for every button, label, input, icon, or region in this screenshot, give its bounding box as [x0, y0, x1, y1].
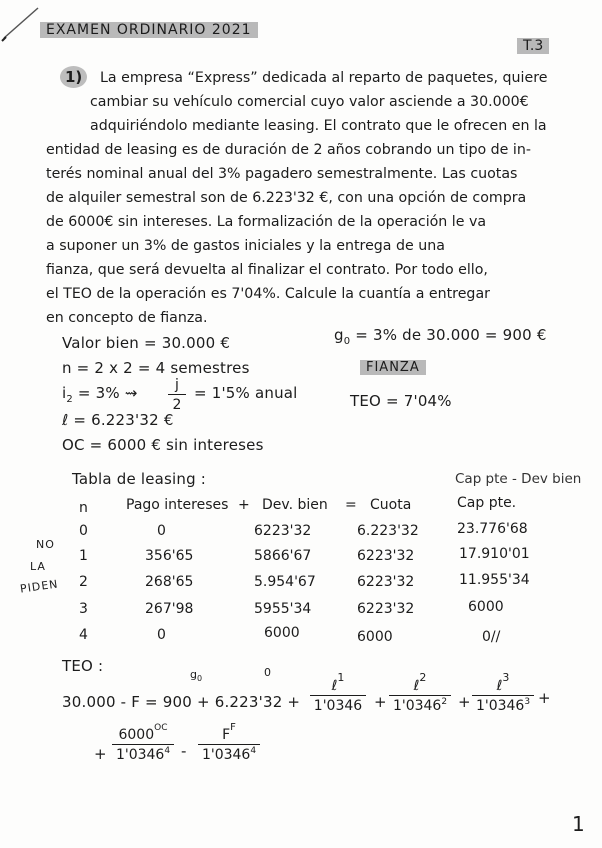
table-header: + — [238, 497, 250, 513]
statement-line: adquiriéndolo mediante leasing. El contrato que le ofrecen en la — [90, 118, 547, 134]
annotation-zero: 0 — [264, 666, 271, 679]
table-title: Tabla de leasing : — [72, 470, 207, 488]
statement-line: en concepto de fianza. — [46, 310, 208, 326]
table-column-note: Cap pte - Dev bien — [455, 471, 582, 487]
table-cell: 6.223'32 — [357, 523, 419, 539]
table-header: Pago intereses — [126, 497, 229, 513]
table-cell: 3 — [79, 601, 88, 617]
table-cell: 5866'67 — [254, 548, 312, 564]
table-cell: 0 — [79, 523, 88, 539]
table-cell: 267'98 — [145, 601, 194, 617]
table-cell: 11.955'34 — [459, 572, 530, 588]
gastos-iniciales: $g_0 = 3\%$ de 30.000 = 900 € — [334, 326, 547, 347]
teo-plus: + — [538, 689, 551, 707]
table-cell: 356'65 — [145, 548, 194, 564]
table-cell: 0 — [157, 523, 166, 539]
table-header: n — [79, 500, 88, 516]
teo-term-1: ℓ$^1$ 1'0346 — [310, 678, 366, 714]
table-cell: 2 — [79, 574, 88, 590]
table-cell: 6223'32 — [254, 523, 312, 539]
table-cell: 6000 — [468, 599, 504, 615]
table-cell: 6223'32 — [357, 601, 415, 617]
table-cell: 6223'32 — [357, 548, 415, 564]
given-n: n = 2 x 2 = 4 semestres — [62, 359, 250, 377]
table-header: Cuota — [370, 497, 412, 513]
teo-equation-lhs: 30.000 - F = 900 + 6.223'32 + — [62, 693, 301, 711]
table-cell: 5.954'67 — [254, 574, 316, 590]
teo-term-5: $\frac{F^F}{1'0346^4}$ — [198, 727, 260, 763]
given-i2: $i_2 = 3\%$ ⇝ — [62, 384, 138, 405]
table-cell: 0 — [157, 627, 166, 643]
given-valor-bien: Valor bien = 30.000 € — [62, 334, 231, 352]
table-cell: 1 — [79, 548, 88, 564]
statement-line: entidad de leasing es de duración de 2 años cobrando un tipo de in- — [46, 142, 531, 158]
fianza-label: FIANZA — [360, 360, 426, 375]
table-header: = — [345, 497, 357, 513]
table-cell: 5955'34 — [254, 601, 312, 617]
teo-plus: + — [458, 693, 471, 711]
given-i2-result: = 1'5% anual — [194, 384, 298, 402]
statement-line: terés nominal anual del 3% pagadero semestralmente. Las cuotas — [46, 166, 518, 182]
statement-line: La empresa “Express” dedicada al reparto de paquetes, quiere — [100, 70, 548, 86]
side-note: NO — [36, 538, 55, 551]
teo-minus: - — [181, 742, 187, 760]
given-oc: OC = 6000 € sin intereses — [62, 436, 264, 454]
page-number: 1 — [572, 812, 585, 836]
table-cell: 17.910'01 — [459, 546, 530, 562]
table-cell: 268'65 — [145, 574, 194, 590]
table-header: Cap pte. — [457, 495, 517, 511]
side-note: LA — [30, 560, 46, 573]
table-cell: 23.776'68 — [457, 521, 528, 537]
table-cell: 4 — [79, 627, 88, 643]
given-i2-fraction: $\frac{j}{2}$ — [168, 377, 186, 413]
teo-value: TEO = 7'04% — [350, 392, 452, 410]
table-cell: 6223'32 — [357, 574, 415, 590]
statement-line: a suponer un 3% de gastos iniciales y la entrega de una — [46, 238, 445, 254]
annotation-go: $g_0$ — [190, 668, 203, 684]
problem-number: 1) — [60, 66, 87, 88]
teo-term-2: ℓ$^2$ 1'0346$^2$ — [389, 678, 451, 714]
statement-line: fianza, que será devuelta al finalizar el contrato. Por todo ello, — [46, 262, 488, 278]
table-header: Dev. bien — [262, 497, 328, 513]
teo-equation-label: TEO : — [62, 657, 104, 675]
table-cell: 6000 — [357, 629, 393, 645]
side-note: PIDEN — [19, 577, 60, 596]
statement-line: cambiar su vehículo comercial cuyo valor asciende a 30.000€ — [90, 94, 529, 110]
statement-line: de 6000€ sin intereses. La formalización de la operación le va — [46, 214, 487, 230]
statement-line: de alquiler semestral son de 6.223'32 €, con una opción de compra — [46, 190, 527, 206]
table-cell: 6000 — [264, 625, 300, 641]
table-cell: 0// — [482, 629, 501, 645]
given-cuota: ℓ = 6.223'32 € — [62, 411, 174, 429]
teo-term-3: ℓ$^3$ 1'0346$^3$ — [472, 678, 534, 714]
statement-line: el TEO de la operación es 7'04%. Calcule la cuantía a entregar — [46, 286, 490, 302]
teo-plus: + — [94, 745, 107, 763]
teo-plus: + — [374, 693, 387, 711]
topic-tag: T.3 — [517, 38, 549, 54]
exam-title: EXAMEN ORDINARIO 2021 — [40, 22, 258, 38]
teo-term-4: $\frac{6000^{OC}}{1'0346^4}$ — [112, 727, 174, 763]
